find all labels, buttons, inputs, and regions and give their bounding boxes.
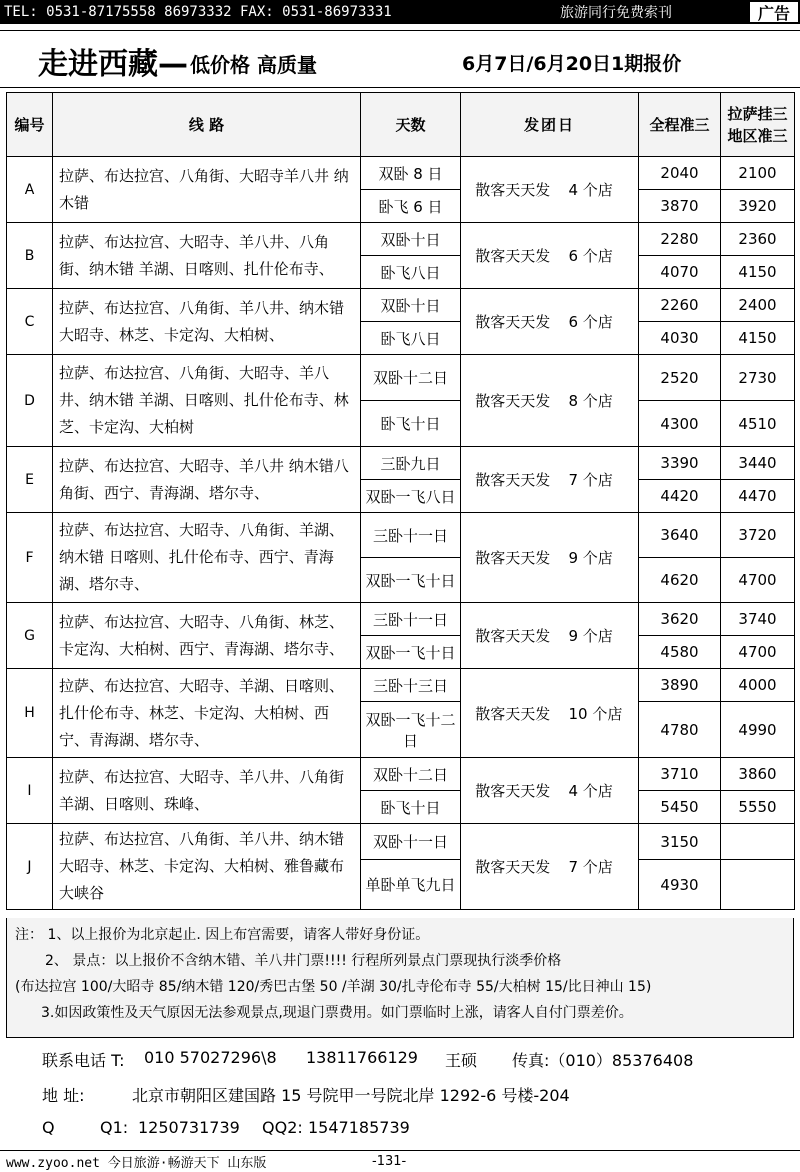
row-days: 双卧一飞十二日 — [361, 702, 461, 758]
row-days: 双卧十二日 — [361, 355, 461, 401]
row-days: 三卧十三日 — [361, 669, 461, 702]
fax-number: 传真:（010）85376408 — [512, 1051, 694, 1070]
row-price-lhasa: 4510 — [721, 401, 795, 447]
row-price-lhasa: 4700 — [721, 636, 795, 669]
row-price-lhasa: 5550 — [721, 791, 795, 824]
row-price-lhasa: 4470 — [721, 480, 795, 513]
row-stores: 9 个店 — [565, 513, 639, 603]
row-stores: 8 个店 — [565, 355, 639, 447]
row-days: 双卧一飞八日 — [361, 480, 461, 513]
page-footer — [0, 1150, 800, 1172]
row-days: 双卧 8 日 — [361, 157, 461, 190]
row-stores: 4 个店 — [565, 758, 639, 824]
row-price-lhasa — [721, 824, 795, 860]
row-days: 卧飞八日 — [361, 256, 461, 289]
row-route: 拉萨、布达拉宫、大昭寺、八角街、林芝、卡定沟、大柏树、西宁、青海湖、塔尔寺、 — [53, 603, 361, 669]
row-price-full: 3640 — [639, 513, 721, 558]
phone-number: 010 57027296\8 — [144, 1048, 277, 1067]
row-departure: 散客天天发 — [461, 669, 565, 758]
row-departure: 散客天天发 — [461, 513, 565, 603]
row-days: 双卧一飞十日 — [361, 636, 461, 669]
row-route: 拉萨、布达拉宫、八角街、大昭寺、羊八井、纳木错 羊湖、日喀则、扎什伦布寺、林芝、卡定沟、大柏树 — [53, 355, 361, 447]
row-departure: 散客天天发 — [461, 157, 565, 223]
qq2-label: QQ2: — [262, 1118, 303, 1137]
row-code: F — [7, 513, 53, 603]
row-price-full: 4300 — [639, 401, 721, 447]
row-stores: 7 个店 — [565, 447, 639, 513]
row-price-lhasa: 4990 — [721, 702, 795, 758]
row-departure: 散客天天发 — [461, 223, 565, 289]
header-price-full: 全程准三 — [639, 93, 721, 157]
row-days: 卧飞十日 — [361, 401, 461, 447]
row-days: 卧飞 6 日 — [361, 190, 461, 223]
row-price-lhasa — [721, 860, 795, 910]
table-row — [7, 289, 795, 322]
table-row — [7, 447, 795, 480]
row-days: 三卧九日 — [361, 447, 461, 480]
row-price-lhasa: 4000 — [721, 669, 795, 702]
page-header — [0, 30, 800, 88]
row-stores: 4 个店 — [565, 157, 639, 223]
price-table — [6, 92, 795, 910]
row-price-full: 4070 — [639, 256, 721, 289]
row-price-lhasa: 3920 — [721, 190, 795, 223]
row-price-full: 5450 — [639, 791, 721, 824]
row-code: I — [7, 758, 53, 824]
row-route: 拉萨、布达拉宫、八角街、羊八井、纳木错 大昭寺、林芝、卡定沟、大柏树、雅鲁藏布大峡谷 — [53, 824, 361, 910]
row-code: G — [7, 603, 53, 669]
note-line-3: (布达拉宫 100/大昭寺 85/纳木错 120/秀巴古堡 50 /羊湖 30/扎寺伦布寺 55/大柏树 15/比日神山 15) — [15, 979, 652, 995]
qq1-label: Q1: — [100, 1118, 129, 1137]
row-departure: 散客天天发 — [461, 355, 565, 447]
row-days: 双卧十日 — [361, 223, 461, 256]
row-price-lhasa: 2730 — [721, 355, 795, 401]
row-price-lhasa: 4700 — [721, 558, 795, 603]
row-days: 双卧十二日 — [361, 758, 461, 791]
phone-label: 联系电话 T: — [42, 1051, 125, 1070]
row-code: C — [7, 289, 53, 355]
row-price-lhasa: 3720 — [721, 513, 795, 558]
row-stores: 6 个店 — [565, 289, 639, 355]
row-departure: 散客天天发 — [461, 603, 565, 669]
page-number: -131- — [372, 1154, 407, 1169]
row-price-lhasa: 3740 — [721, 603, 795, 636]
table-row — [7, 824, 795, 860]
row-price-full: 3390 — [639, 447, 721, 480]
row-days: 三卧十一日 — [361, 513, 461, 558]
row-stores: 7 个店 — [565, 824, 639, 910]
row-days: 卧飞八日 — [361, 322, 461, 355]
row-price-full: 4030 — [639, 322, 721, 355]
page-subtitle: 低价格 高质量 — [190, 53, 317, 77]
address-text: 北京市朝阳区建国路 15 号院甲一号院北岸 1292-6 号楼-204 — [132, 1086, 570, 1105]
row-route: 拉萨、布达拉宫、大昭寺、羊八井、八角街羊湖、日喀则、珠峰、 — [53, 758, 361, 824]
table-row — [7, 223, 795, 256]
header-code: 编号 — [7, 93, 53, 157]
row-departure: 散客天天发 — [461, 824, 565, 910]
note-line-4: 3.如因政策性及天气原因无法参观景点,现退门票费用。如门票临时上涨，请客人自付门票差价。 — [41, 1005, 633, 1021]
note-line-2: 2、 景点：以上报价不含纳木错、羊八井门票!!!! 行程所列景点门票现执行淡季价格 — [45, 953, 562, 969]
row-code: D — [7, 355, 53, 447]
row-price-lhasa: 2400 — [721, 289, 795, 322]
row-departure: 散客天天发 — [461, 758, 565, 824]
row-code: B — [7, 223, 53, 289]
table-row — [7, 355, 795, 401]
row-days: 卧飞十日 — [361, 791, 461, 824]
row-days: 单卧单飞九日 — [361, 860, 461, 910]
topbar-contact: TEL: 0531-87175558 86973332 FAX: 0531-86973331 — [4, 4, 392, 20]
table-row — [7, 669, 795, 702]
header-price-lhasa — [721, 93, 795, 157]
pricing-period: 6月7日/6月20日1期报价 — [462, 53, 682, 75]
row-departure: 散客天天发 — [461, 447, 565, 513]
header-route: 线 路 — [53, 93, 361, 157]
row-price-lhasa: 4150 — [721, 256, 795, 289]
row-route: 拉萨、布达拉宫、八角街、大昭寺羊八井 纳木错 — [53, 157, 361, 223]
price-table-body — [7, 157, 795, 910]
row-stores: 6 个店 — [565, 223, 639, 289]
row-price-full: 4580 — [639, 636, 721, 669]
row-price-full: 3870 — [639, 190, 721, 223]
table-row — [7, 603, 795, 636]
row-price-full: 2520 — [639, 355, 721, 401]
address-label: 地 址: — [42, 1086, 85, 1105]
row-route: 拉萨、布达拉宫、大昭寺、羊八井 纳木错八角街、西宁、青海湖、塔尔寺、 — [53, 447, 361, 513]
row-code: J — [7, 824, 53, 910]
page-title: 走进西藏— — [38, 47, 188, 82]
header-price-lhasa-line1: 拉萨挂三 — [727, 104, 788, 123]
footer-site: www.zyoo.net 今日旅游·畅游天下 山东版 — [6, 1156, 267, 1171]
row-price-lhasa: 2360 — [721, 223, 795, 256]
row-price-full: 4930 — [639, 860, 721, 910]
row-code: E — [7, 447, 53, 513]
header-price-lhasa-line2: 地区准三 — [727, 126, 788, 145]
row-price-lhasa: 4150 — [721, 322, 795, 355]
row-price-full: 4420 — [639, 480, 721, 513]
table-row — [7, 513, 795, 558]
row-route: 拉萨、布达拉宫、大昭寺、八角街、羊湖、纳木错 日喀则、扎什伦布寺、西宁、青海湖、塔尔寺、 — [53, 513, 361, 603]
row-price-full: 4620 — [639, 558, 721, 603]
note-line-1: 注： 1、以上报价为北京起止. 因上布宫需要，请客人带好身份证。 — [15, 927, 430, 943]
header-departure: 发团日 — [461, 93, 639, 157]
row-price-full: 2040 — [639, 157, 721, 190]
contact-person: 王硕 — [445, 1051, 478, 1070]
row-route: 拉萨、布达拉宫、大昭寺、羊八井、八角街、纳木错 羊湖、日喀则、扎什伦布寺、 — [53, 223, 361, 289]
row-days: 双卧十日 — [361, 289, 461, 322]
row-route: 拉萨、布达拉宫、八角街、羊八井、纳木错 大昭寺、林芝、卡定沟、大柏树、 — [53, 289, 361, 355]
notes-block — [6, 918, 794, 1038]
row-route: 拉萨、布达拉宫、大昭寺、羊湖、日喀则、扎什伦布寺、林芝、卡定沟、大柏树、西宁、青海湖、塔尔寺、 — [53, 669, 361, 758]
table-row — [7, 157, 795, 190]
row-price-full: 4780 — [639, 702, 721, 758]
row-price-full: 3150 — [639, 824, 721, 860]
row-days: 双卧十一日 — [361, 824, 461, 860]
row-price-lhasa: 3860 — [721, 758, 795, 791]
ad-label-badge: 广告 — [748, 0, 800, 24]
qq1-number: 1250731739 — [138, 1118, 240, 1137]
qq-label: Q — [42, 1118, 55, 1137]
topbar-tagline: 旅游同行免费索刊 — [560, 5, 672, 21]
table-row — [7, 758, 795, 791]
row-departure: 散客天天发 — [461, 289, 565, 355]
row-stores: 10 个店 — [565, 669, 639, 758]
header-days: 天数 — [361, 93, 461, 157]
row-price-full: 3620 — [639, 603, 721, 636]
row-price-full: 2280 — [639, 223, 721, 256]
top-contact-bar — [0, 0, 800, 24]
row-days: 双卧一飞十日 — [361, 558, 461, 603]
row-price-full: 3890 — [639, 669, 721, 702]
mobile-number: 13811766129 — [306, 1048, 418, 1067]
row-days: 三卧十一日 — [361, 603, 461, 636]
qq2-number: 1547185739 — [308, 1118, 410, 1137]
row-stores: 9 个店 — [565, 603, 639, 669]
row-price-full: 3710 — [639, 758, 721, 791]
row-code: H — [7, 669, 53, 758]
row-price-lhasa: 3440 — [721, 447, 795, 480]
row-price-lhasa: 2100 — [721, 157, 795, 190]
row-code: A — [7, 157, 53, 223]
row-price-full: 2260 — [639, 289, 721, 322]
